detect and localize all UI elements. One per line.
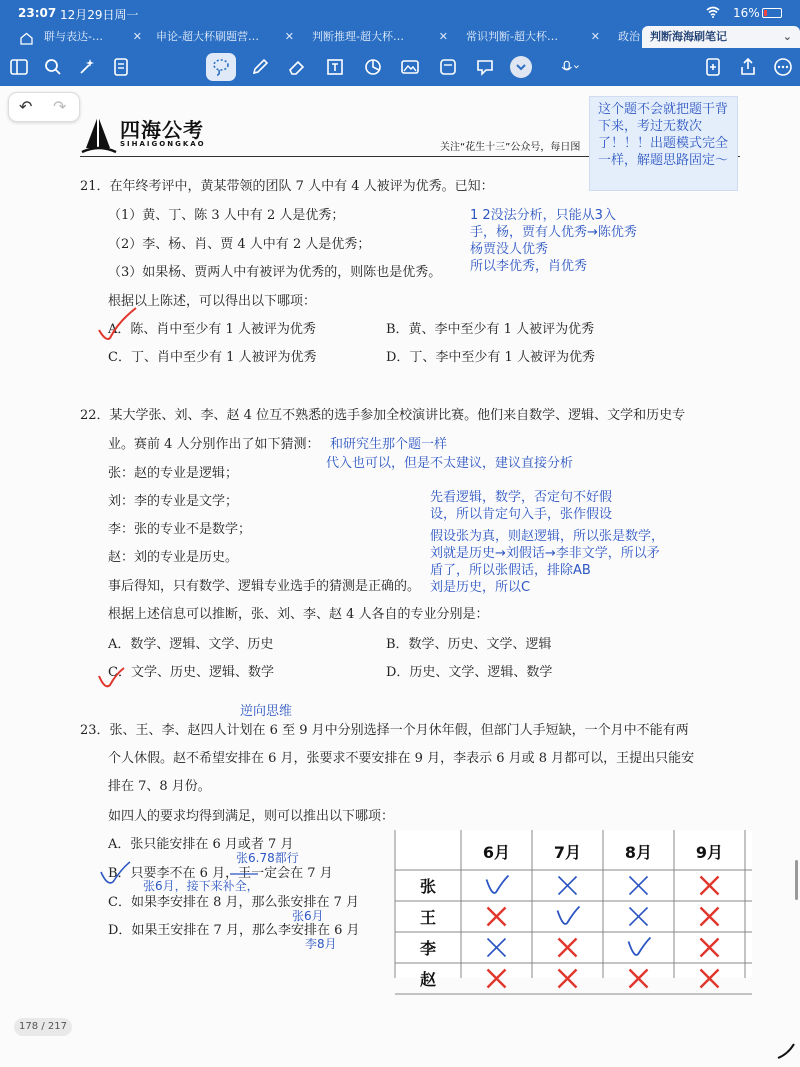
q22-guess-4: 赵：刘的专业是历史。 [108, 550, 239, 565]
tab-label: 申论-超大杯刷题营… [156, 30, 259, 43]
grid-check-mark [487, 876, 509, 894]
home-icon[interactable] [20, 30, 33, 49]
q21-option-b: B．黄、李中至少有 1 人被评为优秀 [386, 322, 595, 337]
ai-magic-icon[interactable] [74, 55, 100, 79]
logo-subtitle: SIHAIGONGKAO [120, 140, 206, 148]
eraser-icon[interactable] [284, 55, 310, 79]
tab-bar [0, 26, 800, 48]
status-date: 12月29日周一 [60, 8, 139, 22]
hw-q23-e: 李8月 [305, 937, 337, 951]
logo-title: 四海公考 [120, 118, 204, 142]
hw-q21-line1: 1 2没法分析，只能从3入 [470, 208, 616, 223]
more-icon[interactable] [770, 55, 796, 79]
wifi-icon [706, 6, 720, 21]
close-icon[interactable]: ✕ [132, 30, 142, 43]
hw-q23-b: 张6.78都行 [236, 851, 299, 865]
q21-ask: 根据以上陈述，可以得出以下哪项： [108, 294, 317, 309]
battery-percent: 16% [733, 6, 760, 20]
hw-q21-line2: 手，杨，贾有人优秀→陈优秀 [470, 225, 637, 240]
lasso-icon[interactable] [206, 53, 236, 81]
close-icon[interactable]: ✕ [284, 30, 294, 43]
q21-stem: 21．在年终考评中，黄某带领的团队 7 人中有 4 人被评为优秀。已知： [80, 179, 494, 194]
hw-q22-d3: 盾了，所以张假话，排除AB [430, 563, 591, 578]
sticker-icon[interactable] [435, 55, 461, 79]
close-icon[interactable]: ✕ [590, 30, 600, 43]
grid-red-cross-mark [559, 939, 577, 957]
q21-option-c: C．丁、肖中至少有 1 人被评为优秀 [108, 350, 317, 365]
add-page-icon[interactable] [700, 55, 726, 79]
hw-q22-d1: 假设张为真，则赵逻辑，所以张是数学， [430, 529, 665, 544]
header-note: 关注“花生十三”公众号，每日图 [440, 142, 581, 153]
scrollbar-thumb[interactable] [795, 860, 798, 900]
battery-icon [762, 8, 782, 18]
more-tools-button[interactable] [510, 56, 532, 78]
q21-option-d: D．丁、李中至少有 1 人被评为优秀 [386, 350, 595, 365]
status-time: 23:07 [18, 6, 57, 20]
tab-label: 常识判断-超大杯… [466, 30, 558, 43]
grid-month-header: 9月 [695, 843, 724, 862]
grid-red-cross-mark [701, 908, 719, 926]
undo-redo-control [8, 92, 80, 122]
schedule-grid-svg [395, 830, 752, 989]
q22-guess-3: 李：张的专业不是数学； [108, 522, 252, 537]
grid-person-label: 李 [419, 939, 437, 958]
hw-q22-c2: 设，所以肯定句入手，张作假设 [430, 507, 613, 522]
q22-fact: 事后得知，只有数学、逻辑专业选手的猜测是正确的。 [108, 579, 421, 594]
q23-option-a: A．张只能安排在 6 月或者 7 月 [108, 837, 294, 852]
hw-q22-a: 和研究生那个题一样 [330, 437, 448, 452]
tab-1[interactable] [44, 26, 144, 48]
grid-person-label: 张 [419, 877, 437, 896]
grid-person-label: 赵 [419, 970, 437, 989]
hw-q22-c1: 先看逻辑，数学，否定句不好假 [430, 490, 613, 505]
comment-icon[interactable] [472, 55, 498, 79]
grid-person-label: 王 [419, 908, 437, 927]
grid-red-cross-mark [488, 908, 506, 926]
grid-check-mark [629, 938, 651, 956]
tab-3[interactable] [312, 26, 450, 48]
q23-stem-2: 个人休假。赵不希望安排在 6 月，张要求不要安排在 9 月，李表示 6 月或 8 月都可以，王提出只能安 [108, 751, 695, 766]
tab-label: 判断推理-超大杯… [312, 30, 404, 43]
search-icon[interactable] [40, 55, 66, 79]
tab-2[interactable] [156, 26, 296, 48]
q23-option-b: B．只要李不在 6 月，王一定会在 7 月 [108, 866, 333, 881]
chevron-down-icon[interactable]: ⌄ [782, 30, 792, 43]
q21-condition-3: （3）如果杨、贾两人中有被评为优秀的，则陈也是优秀。 [108, 265, 442, 280]
page-counter: 178 / 217 [14, 1018, 72, 1036]
q23-option-d: D．如果王安排在 7 月，那么李安排在 6 月 [108, 923, 360, 938]
grid-month-header: 7月 [553, 843, 582, 862]
grid-red-cross-mark [701, 877, 719, 895]
tab-label: 政治 [618, 30, 640, 43]
grid-cross-mark [559, 877, 577, 895]
q21-option-a: A．陈、肖中至少有 1 人被评为优秀 [108, 322, 316, 337]
toolbar [0, 48, 800, 86]
q21-condition-1: （1）黄、丁、陈 3 人中有 2 人是优秀； [108, 208, 345, 223]
q22-stem-2: 业。赛前 4 人分别作出了如下猜测： [108, 437, 320, 452]
hw-q23-d: 张6月 [292, 909, 324, 923]
grid-month-header: 6月 [482, 843, 511, 862]
share-icon[interactable] [735, 55, 761, 79]
chevron-down-icon [510, 56, 532, 78]
q22-option-c: C．文学、历史、逻辑、数学 [108, 665, 274, 680]
sidebar-icon[interactable] [6, 55, 32, 79]
pencil-stroke-icon [776, 1040, 796, 1060]
q23-stem-1: 23．张、王、李、赵四人计划在 6 至 9 月中分别选择一个月休年假，但部门人手短缺，一个月中不能有两 [80, 723, 689, 738]
tab-4[interactable] [466, 26, 602, 48]
redo-icon[interactable]: ↷ [53, 97, 67, 116]
q22-stem-1: 22．某大学张、刘、李、赵 4 位互不熟悉的选手参加全校演讲比赛。他们来自数学、逻辑、文学和历史专 [80, 408, 686, 423]
q22-guess-2: 刘：李的专业是文学； [108, 494, 239, 509]
hw-q23-c: 张6月，接下来补全， [143, 879, 259, 893]
grid-month-header: 8月 [624, 843, 653, 862]
q22-guess-1: 张：赵的专业是逻辑； [108, 466, 239, 481]
image-icon[interactable] [397, 55, 423, 79]
tab-6[interactable] [642, 26, 800, 48]
close-icon[interactable]: ✕ [438, 30, 448, 43]
hw-q21-line4: 所以李优秀，肖优秀 [470, 259, 588, 274]
grid-red-cross-mark [701, 939, 719, 957]
hw-q22-b: 代入也可以，但是不太建议，建议直接分析 [326, 456, 574, 471]
q22-ask: 根据上述信息可以推断，张、刘、李、赵 4 人各自的专业分别是： [108, 607, 489, 622]
q23-ask: 如四人的要求均得到满足，则可以推出以下哪项： [108, 809, 395, 824]
schedule-grid [395, 830, 752, 989]
tab-label: 判断海海刷笔记 [650, 30, 727, 43]
grid-cross-mark [488, 939, 506, 957]
shapes-icon[interactable] [360, 55, 386, 79]
grid-check-mark [558, 907, 580, 925]
tab-label: 聠与表达-… [44, 30, 103, 43]
grid-cross-mark [630, 908, 648, 926]
hw-q22-d4: 刘是历史，所以C [430, 580, 531, 595]
pen-icon[interactable] [247, 55, 273, 79]
hw-q21-line3: 杨贾没人优秀 [470, 242, 549, 257]
undo-icon[interactable]: ↶ [19, 97, 33, 116]
grid-cross-mark [630, 877, 648, 895]
document-icon[interactable] [108, 55, 134, 79]
microphone-icon[interactable] [552, 55, 588, 79]
q22-option-d: D．历史、文学、逻辑、数学 [386, 665, 553, 680]
tab-5[interactable] [618, 26, 644, 48]
hw-q22-d2: 刘就是历史→刘假话→李非文学，所以矛 [430, 546, 660, 561]
text-box-icon[interactable] [322, 55, 348, 79]
q22-option-a: A．数学、逻辑、文学、历史 [108, 637, 274, 652]
status-bar [0, 0, 800, 26]
hw-q23-a: 逆向思维 [240, 704, 293, 719]
q23-stem-3: 排在 7、8 月份。 [108, 779, 211, 794]
q22-option-b: B．数学、历史、文学、逻辑 [386, 637, 552, 652]
q23-option-c: C．如果李安排在 8 月，那么张安排在 7 月 [108, 895, 360, 910]
logo [80, 112, 230, 156]
handwritten-note-box[interactable]: 这个题不会就把题干背下来，考过无数次了！！！出题模式完全一样，解题思路固定～ [589, 96, 738, 191]
sail-logo-icon [80, 114, 118, 154]
q21-condition-2: （2）李、杨、肖、贾 4 人中有 2 人是优秀； [108, 237, 371, 252]
